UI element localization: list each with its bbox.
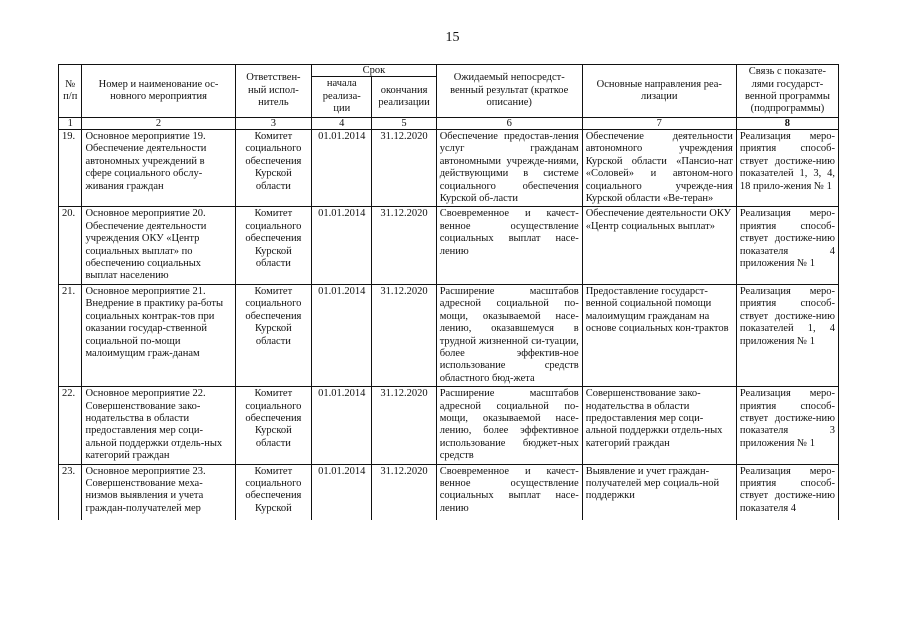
- table-row: [59, 284, 839, 386]
- header-link: Связь с показате-лями государст-венной программы (подпрограммы): [736, 65, 838, 118]
- page-number: 15: [445, 30, 460, 45]
- header-end: окончания реализации: [372, 77, 436, 118]
- column-number: 8: [736, 118, 838, 130]
- row-executor: Комитет социального обеспечения Курской области: [235, 130, 312, 207]
- row-name-text: Основное мероприятие 23. Совершенствование меха-низмов выявления и учета граждан-получателей мер: [85, 465, 206, 514]
- row-start: 01.01.2014: [312, 207, 372, 284]
- row-num: 20.: [59, 207, 82, 284]
- column-number: 2: [82, 118, 235, 130]
- row-link: Реализация меро-приятия способ-ствует достиже-нию показателей 1, 4 приложения № 1: [736, 284, 838, 386]
- row-link: Реализация меро-приятия способ-ствует достиже-нию показателя 3 приложения № 1: [736, 387, 838, 464]
- header-start: начала реализа-ции: [312, 77, 372, 118]
- row-start: 01.01.2014: [312, 284, 372, 386]
- row-result: Расширение масштабов адресной социальной по-мощи, оказываемой насе-лению, более эффективное использование бюджет-ных средств: [436, 387, 582, 464]
- row-name: [82, 464, 235, 520]
- row-num: [59, 464, 82, 520]
- row-executor: Комитет социального обеспечения Курской области: [235, 387, 312, 464]
- row-executor: Комитет социального обеспечения Курской области: [235, 284, 312, 386]
- row-name: Основное мероприятие 21. Внедрение в практику ра-боты социальных контрак-тов при оказании государ-ственной социальной по-мощи малоимущим граж-данам: [82, 284, 235, 386]
- column-number: 1: [59, 118, 82, 130]
- column-number: 4: [312, 118, 372, 130]
- row-link-text: Реализация меро-приятия способ-ствует достиже-нию показателя 4: [739, 465, 835, 514]
- row-name: Основное мероприятие 20. Обеспечение деятельности учреждения ОКУ «Центр социальных выплат» по обеспечению социальных выплат населению: [82, 207, 235, 284]
- header-name: Номер и наименование ос-новного мероприятия: [82, 65, 235, 118]
- row-end: [372, 464, 436, 520]
- row-link: Реализация меро-приятия способ-ствует достиже-нию показателей 1, 3, 4, 18 прило-жения № 1: [736, 130, 838, 207]
- row-end: 31.12.2020: [372, 207, 436, 284]
- row-executor: Комитет социального обеспечения Курской области: [235, 207, 312, 284]
- row-directions: Обеспечение деятельности автономного учреждения Курской области «Пансио-нат «Соловей» и автоном-ного социального учрежде-ния Курской области «Ве-теран»: [582, 130, 736, 207]
- row-end-text: 31.12.2020: [380, 465, 428, 477]
- row-directions: [582, 464, 736, 520]
- table-row: [59, 207, 839, 284]
- row-num: 19.: [59, 130, 82, 207]
- row-num: 21.: [59, 284, 82, 386]
- header-directions: Основные направления реа-лизации: [582, 65, 736, 118]
- row-executor: [235, 464, 312, 520]
- row-result-text: Своевременное и качест-венное осуществление социальных выплат насе-лению: [439, 465, 579, 514]
- table-row: [59, 130, 839, 207]
- row-result: Своевременное и качест-венное осуществление социальных выплат насе-лению: [436, 207, 582, 284]
- row-name: Основное мероприятие 22. Совершенствование зако-нодательства в области предоставления мер соци-альной поддержки отдель-ных категорий граждан: [82, 387, 235, 464]
- row-name: Основное мероприятие 19. Обеспечение деятельности автономных учреждений в сфере социального обслу-живания граждан: [82, 130, 235, 207]
- column-number: 7: [582, 118, 736, 130]
- header-row: [59, 65, 839, 77]
- row-num-text: 23.: [62, 465, 76, 477]
- column-number: 5: [372, 118, 436, 130]
- row-start: 01.01.2014: [312, 387, 372, 464]
- row-executor-text: Комитет социального обеспечения Курской: [245, 465, 302, 514]
- header-result: Ожидаемый непосредст-венный результат (краткое описание): [436, 65, 582, 118]
- table-row: [59, 387, 839, 464]
- table-row: [59, 464, 839, 520]
- measures-table: [58, 64, 839, 520]
- row-link: [736, 464, 838, 520]
- row-end: 31.12.2020: [372, 284, 436, 386]
- row-start: 01.01.2014: [312, 130, 372, 207]
- row-end: 31.12.2020: [372, 130, 436, 207]
- row-result: Обеспечение предостав-ления услуг гражданам автономными учрежде-ниями, действующими в системе социального обеспечения Курской об-ласти: [436, 130, 582, 207]
- row-link: Реализация меро-приятия способ-ствует достиже-нию показателя 4 приложения № 1: [736, 207, 838, 284]
- row-directions: Предоставление государст-венной социальной помощи малоимущим гражданам на основе социальных кон-трактов: [582, 284, 736, 386]
- row-start-text: 01.01.2014: [318, 465, 366, 477]
- column-number: 3: [235, 118, 312, 130]
- row-result: Расширение масштабов адресной социальной по-мощи, оказываемой насе-лению, оказавшемуся в трудной жизненной си-туации, более эффектив-ное использование средств областного бюд-жета: [436, 284, 582, 386]
- row-num: 22.: [59, 387, 82, 464]
- row-result: [436, 464, 582, 520]
- column-number: 6: [436, 118, 582, 130]
- row-directions-text: Выявление и учет граждан-получателей мер социаль-ной поддержки: [585, 465, 720, 502]
- header-term: Срок: [312, 65, 437, 77]
- header-executor: Ответствен-ный испол-нитель: [235, 65, 312, 118]
- header-num: № п/п: [59, 65, 82, 118]
- row-directions: Совершенствование зако-нодательства в области предоставления мер соци-альной поддержки отдель-ных категорий граждан: [582, 387, 736, 464]
- row-directions: Обеспечение деятельности ОКУ «Центр социальных выплат»: [582, 207, 736, 284]
- row-end: 31.12.2020: [372, 387, 436, 464]
- row-start: [312, 464, 372, 520]
- column-numbers-row: [59, 118, 839, 130]
